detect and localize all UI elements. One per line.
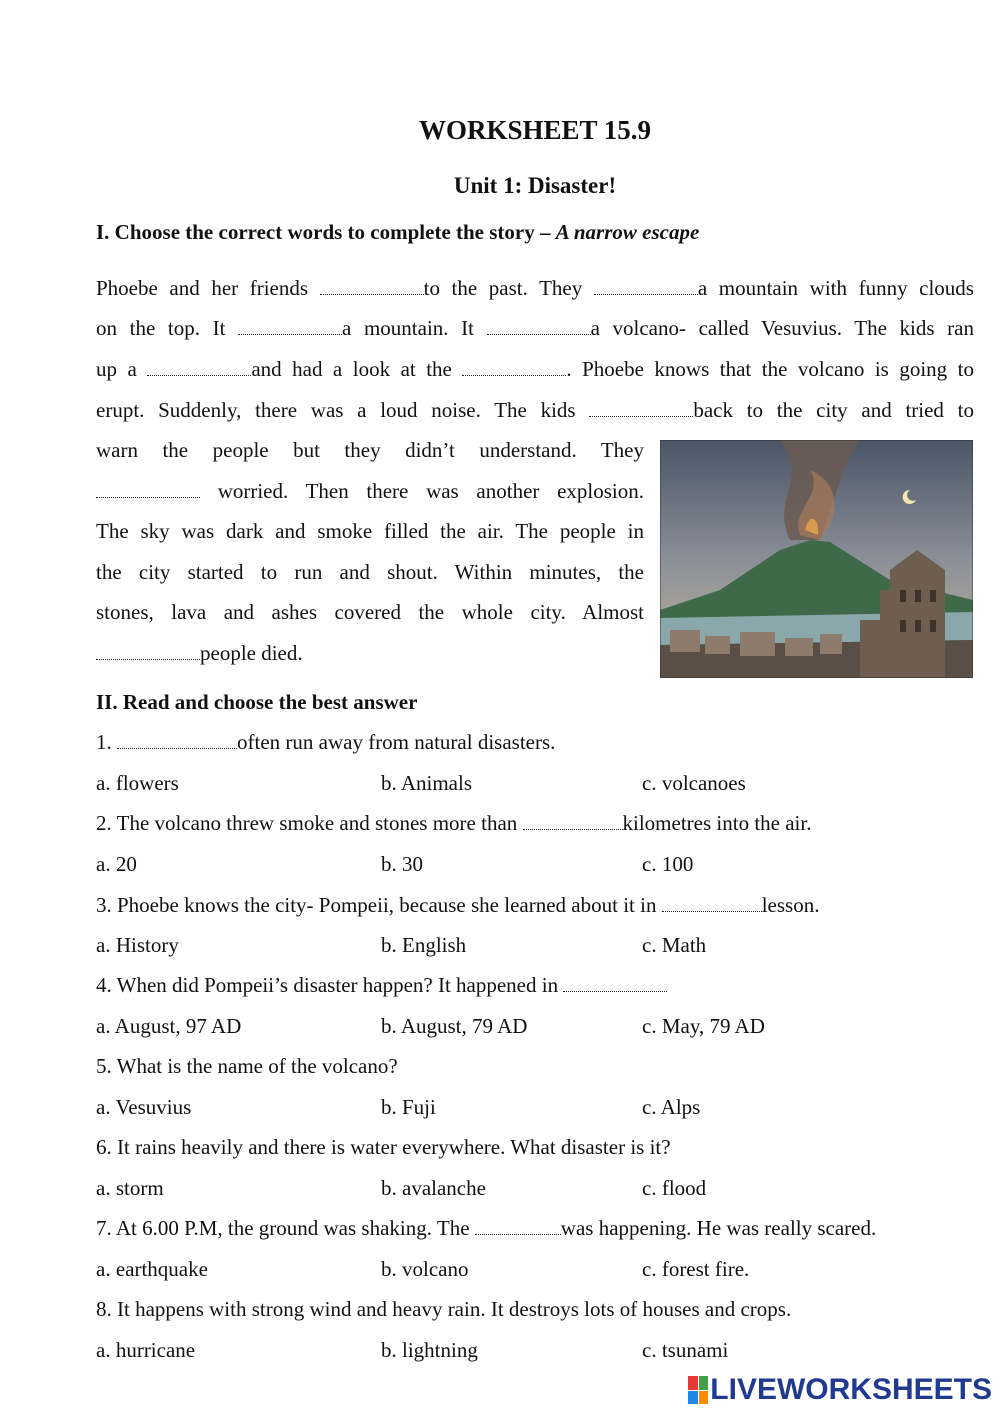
option-a[interactable]: a. August, 97 AD (96, 1014, 242, 1038)
answer-blank-5[interactable] (147, 361, 251, 376)
logo-mark-icon (688, 1376, 708, 1404)
story-line-6 (96, 479, 644, 504)
volcano-illustration (660, 440, 973, 678)
question-text: lesson. (761, 893, 820, 917)
story-text: The sky was dark and smoke filled the air. The people in (96, 519, 644, 543)
options-row-2 (0, 852, 1000, 882)
question-text: 1. (96, 730, 117, 754)
options-row-7 (0, 1257, 1000, 1287)
options-row-5 (0, 1095, 1000, 1125)
story-line-8 (96, 560, 644, 585)
liveworksheets-logo[interactable] (688, 1372, 992, 1408)
options-row-3 (0, 933, 1000, 963)
question-4 (96, 973, 667, 998)
question-text: 3. Phoebe knows the city- Pompeii, because she learned about it in (96, 893, 662, 917)
story-text: back to the city and tried to (693, 398, 974, 422)
question-text: often run away from natural disasters. (237, 730, 556, 754)
option-a[interactable]: a. History (96, 933, 179, 957)
option-b[interactable]: b. volcano (381, 1257, 469, 1281)
question-5 (96, 1054, 398, 1079)
story-line-2 (96, 316, 974, 341)
option-b[interactable]: b. August, 79 AD (381, 1014, 528, 1038)
question-text: 5. What is the name of the volcano? (96, 1054, 398, 1078)
option-c[interactable]: c. 100 (642, 852, 694, 876)
options-row-8 (0, 1338, 1000, 1368)
answer-blank-7[interactable] (589, 402, 693, 417)
option-b[interactable]: b. 30 (381, 852, 423, 876)
answer-blank-q3[interactable] (662, 897, 762, 912)
option-c[interactable]: c. Alps (642, 1095, 701, 1119)
story-line-4 (96, 398, 974, 423)
answer-blank-1[interactable] (320, 280, 424, 295)
option-b[interactable]: b. Fuji (381, 1095, 436, 1119)
story-text: Phoebe and her friends (96, 276, 320, 300)
options-row-4 (0, 1014, 1000, 1044)
question-text: 7. At 6.00 P.M, the ground was shaking. The (96, 1216, 475, 1240)
question-6 (96, 1135, 671, 1160)
option-a[interactable]: a. storm (96, 1176, 164, 1200)
option-c[interactable]: c. volcanoes (642, 771, 746, 795)
answer-blank-6[interactable] (462, 361, 566, 376)
story-text: to the past. They (423, 276, 594, 300)
story-text: up a (96, 357, 148, 381)
question-2 (96, 811, 811, 836)
story-line-7 (96, 519, 644, 544)
story-line-5 (96, 438, 644, 463)
answer-blank-9[interactable] (96, 645, 200, 660)
answer-blank-q1[interactable] (117, 734, 237, 749)
story-line-9 (96, 600, 644, 625)
story-title: A narrow escape (555, 220, 700, 244)
options-row-6 (0, 1176, 1000, 1206)
story-line-1 (96, 276, 974, 301)
option-b[interactable]: b. Animals (381, 771, 473, 795)
option-c[interactable]: c. tsunami (642, 1338, 729, 1362)
unit-title: Unit 1: Disaster! (453, 173, 617, 198)
story-text: a mountain with funny clouds (697, 276, 974, 300)
option-b[interactable]: b. avalanche (381, 1176, 486, 1200)
answer-blank-3[interactable] (238, 320, 342, 335)
story-text: on the top. It (96, 316, 239, 340)
question-text: was happening. He was really scared. (560, 1216, 877, 1240)
option-c[interactable]: c. Math (642, 933, 707, 957)
story-text: people died. (200, 641, 303, 665)
story-text: a volcano- called Vesuvius. The kids ran (590, 316, 974, 340)
question-text: 2. The volcano threw smoke and stones more than (96, 811, 523, 835)
story-text: warn the people but they didn’t understand. They (96, 438, 644, 462)
section-1-heading (96, 220, 699, 245)
question-text: 8. It happens with strong wind and heavy rain. It destroys lots of houses and crops. (96, 1297, 792, 1321)
question-text: 6. It rains heavily and there is water everywhere. What disaster is it? (96, 1135, 671, 1159)
option-a[interactable]: a. 20 (96, 852, 137, 876)
story-text: and had a look at the (251, 357, 463, 381)
question-8 (96, 1297, 791, 1322)
answer-blank-q2[interactable] (523, 815, 623, 830)
question-3 (96, 893, 819, 918)
question-1 (96, 730, 555, 755)
story-text: the city started to run and shout. Within minutes, the (96, 560, 644, 584)
story-text: a mountain. It (342, 316, 487, 340)
brand-name: LIVEWORKSHEETS (710, 1373, 992, 1406)
story-text: erupt. Suddenly, there was a loud noise. The kids (96, 398, 590, 422)
option-c[interactable]: c. May, 79 AD (642, 1014, 765, 1038)
answer-blank-4[interactable] (487, 320, 591, 335)
option-b[interactable]: b. English (381, 933, 467, 957)
option-a[interactable]: a. hurricane (96, 1338, 196, 1362)
story-text: stones, lava and ashes covered the whole city. Almost (96, 600, 644, 624)
option-b[interactable]: b. lightning (381, 1338, 478, 1362)
story-line-10 (96, 641, 303, 666)
story-text: worried. Then there was another explosion. (200, 479, 644, 503)
question-7 (96, 1216, 876, 1241)
question-text: kilometres into the air. (622, 811, 812, 835)
option-a[interactable]: a. earthquake (96, 1257, 208, 1281)
option-a[interactable]: a. flowers (96, 771, 179, 795)
answer-blank-2[interactable] (594, 280, 698, 295)
story-text: . Phoebe knows that the volcano is going to (566, 357, 975, 381)
section-2-heading: II. Read and choose the best answer (96, 690, 418, 714)
answer-blank-q4[interactable] (563, 977, 667, 992)
answer-blank-8[interactable] (96, 483, 200, 498)
story-line-3 (96, 357, 974, 382)
section-1-heading-text: I. Choose the correct words to complete the story – (96, 220, 556, 244)
question-text: 4. When did Pompeii’s disaster happen? It happened in (96, 973, 564, 997)
worksheet-title: WORKSHEET 15.9 (418, 115, 652, 145)
options-row-1 (0, 771, 1000, 801)
answer-blank-q7[interactable] (475, 1220, 561, 1235)
option-a[interactable]: a. Vesuvius (96, 1095, 192, 1119)
option-c[interactable]: c. flood (642, 1176, 707, 1200)
option-c[interactable]: c. forest fire. (642, 1257, 750, 1281)
